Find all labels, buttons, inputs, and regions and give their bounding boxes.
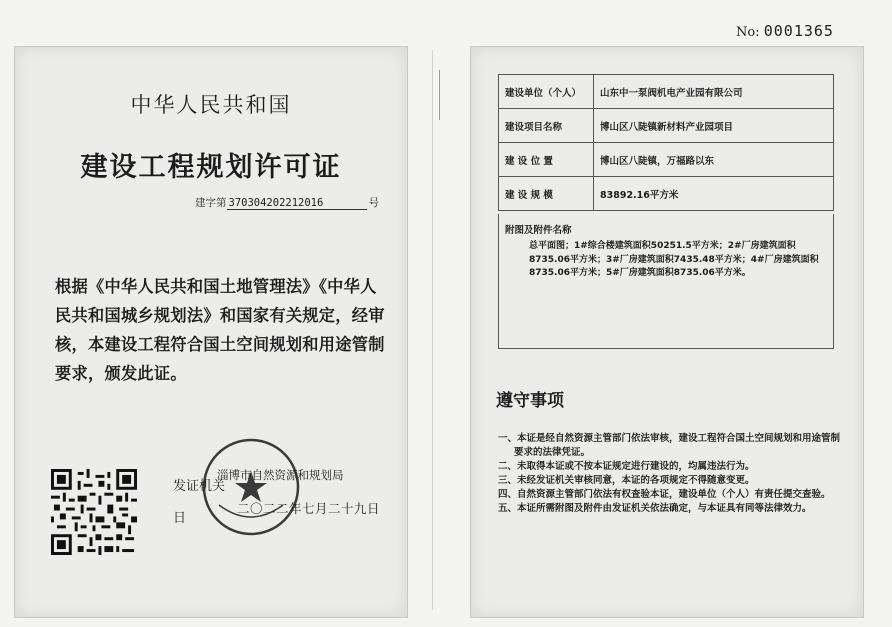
table-row [499,75,834,109]
issuer-label: 发证机关 [173,479,226,494]
permit-suffix: 号 [368,197,379,209]
row-value: 山东中一泵阀机电产业园有限公司 [594,75,834,109]
list-item: 三、未经发证机关审核同意，本证的各项规定不得随意变更。 [498,475,755,486]
page-fold [432,50,433,610]
left-page [14,46,408,618]
row-value: 83892.16平方米 [594,177,834,211]
attachments-text: 总平面图；1#综合楼建筑面积50251.5平方米；2#厂房建筑面积8735.06平方米；3#厂房建筑面积7435.48平方米；4#厂房建筑面积8735.06平方米；5#厂房建筑面积8735.06平方米。 [529,241,819,278]
table-row [499,109,834,143]
issuer-name: 淄博市自然资源和规划局 [217,468,344,482]
attachments-title: 附图及附件名称 [505,225,572,236]
row-key: 建 设 位 置 [499,143,594,177]
notes-list [498,432,848,516]
permit-prefix: 建字第 [195,197,227,209]
list-item: 二、未取得本证或不按本证规定进行建设的，均属违法行为。 [498,461,755,472]
row-value: 博山区八陡镇新材料产业园项目 [594,109,834,143]
project-info-table [498,74,834,211]
serial-number [736,22,834,40]
date-label: 日 [173,511,187,526]
row-key: 建设单位（个人） [499,75,594,109]
serial-label: No: [736,25,760,40]
certificate-title: 建设工程规划许可证 [80,152,342,183]
serial-digits: 0001365 [763,22,834,40]
list-item: 一、本证是经自然资源主管部门依法审核，建设工程符合国土空间规划和用途管制要求的法律凭证。 [498,433,841,458]
table-row [499,177,834,211]
table-row [499,143,834,177]
country-heading: 中华人民共和国 [130,93,292,117]
issue-date: 二〇二二年七月二十九日 [237,501,381,516]
permit-number-line [195,195,379,210]
permit-number: 370304202212016 [227,197,367,210]
list-item: 五、本证所需附图及附件由发证机关依法确定，与本证具有同等法律效力。 [498,503,812,514]
row-key: 建设项目名称 [499,109,594,143]
notes-title: 遵守事项 [496,391,564,411]
attachments-box [498,214,834,349]
page-fold-mark [439,70,440,120]
row-value: 博山区八陡镇，万福路以东 [594,143,834,177]
row-key: 建 设 规 模 [499,177,594,211]
qr-code-icon [51,469,137,555]
certificate-body: 根据《中华人民共和国土地管理法》《中华人民共和国城乡规划法》和国家有关规定，经审核，本建设工程符合国土空间规划和用途管制要求，颁发此证。 [55,277,385,383]
list-item: 四、自然资源主管部门依法有权查验本证，建设单位（个人）有责任提交查验。 [498,489,831,500]
